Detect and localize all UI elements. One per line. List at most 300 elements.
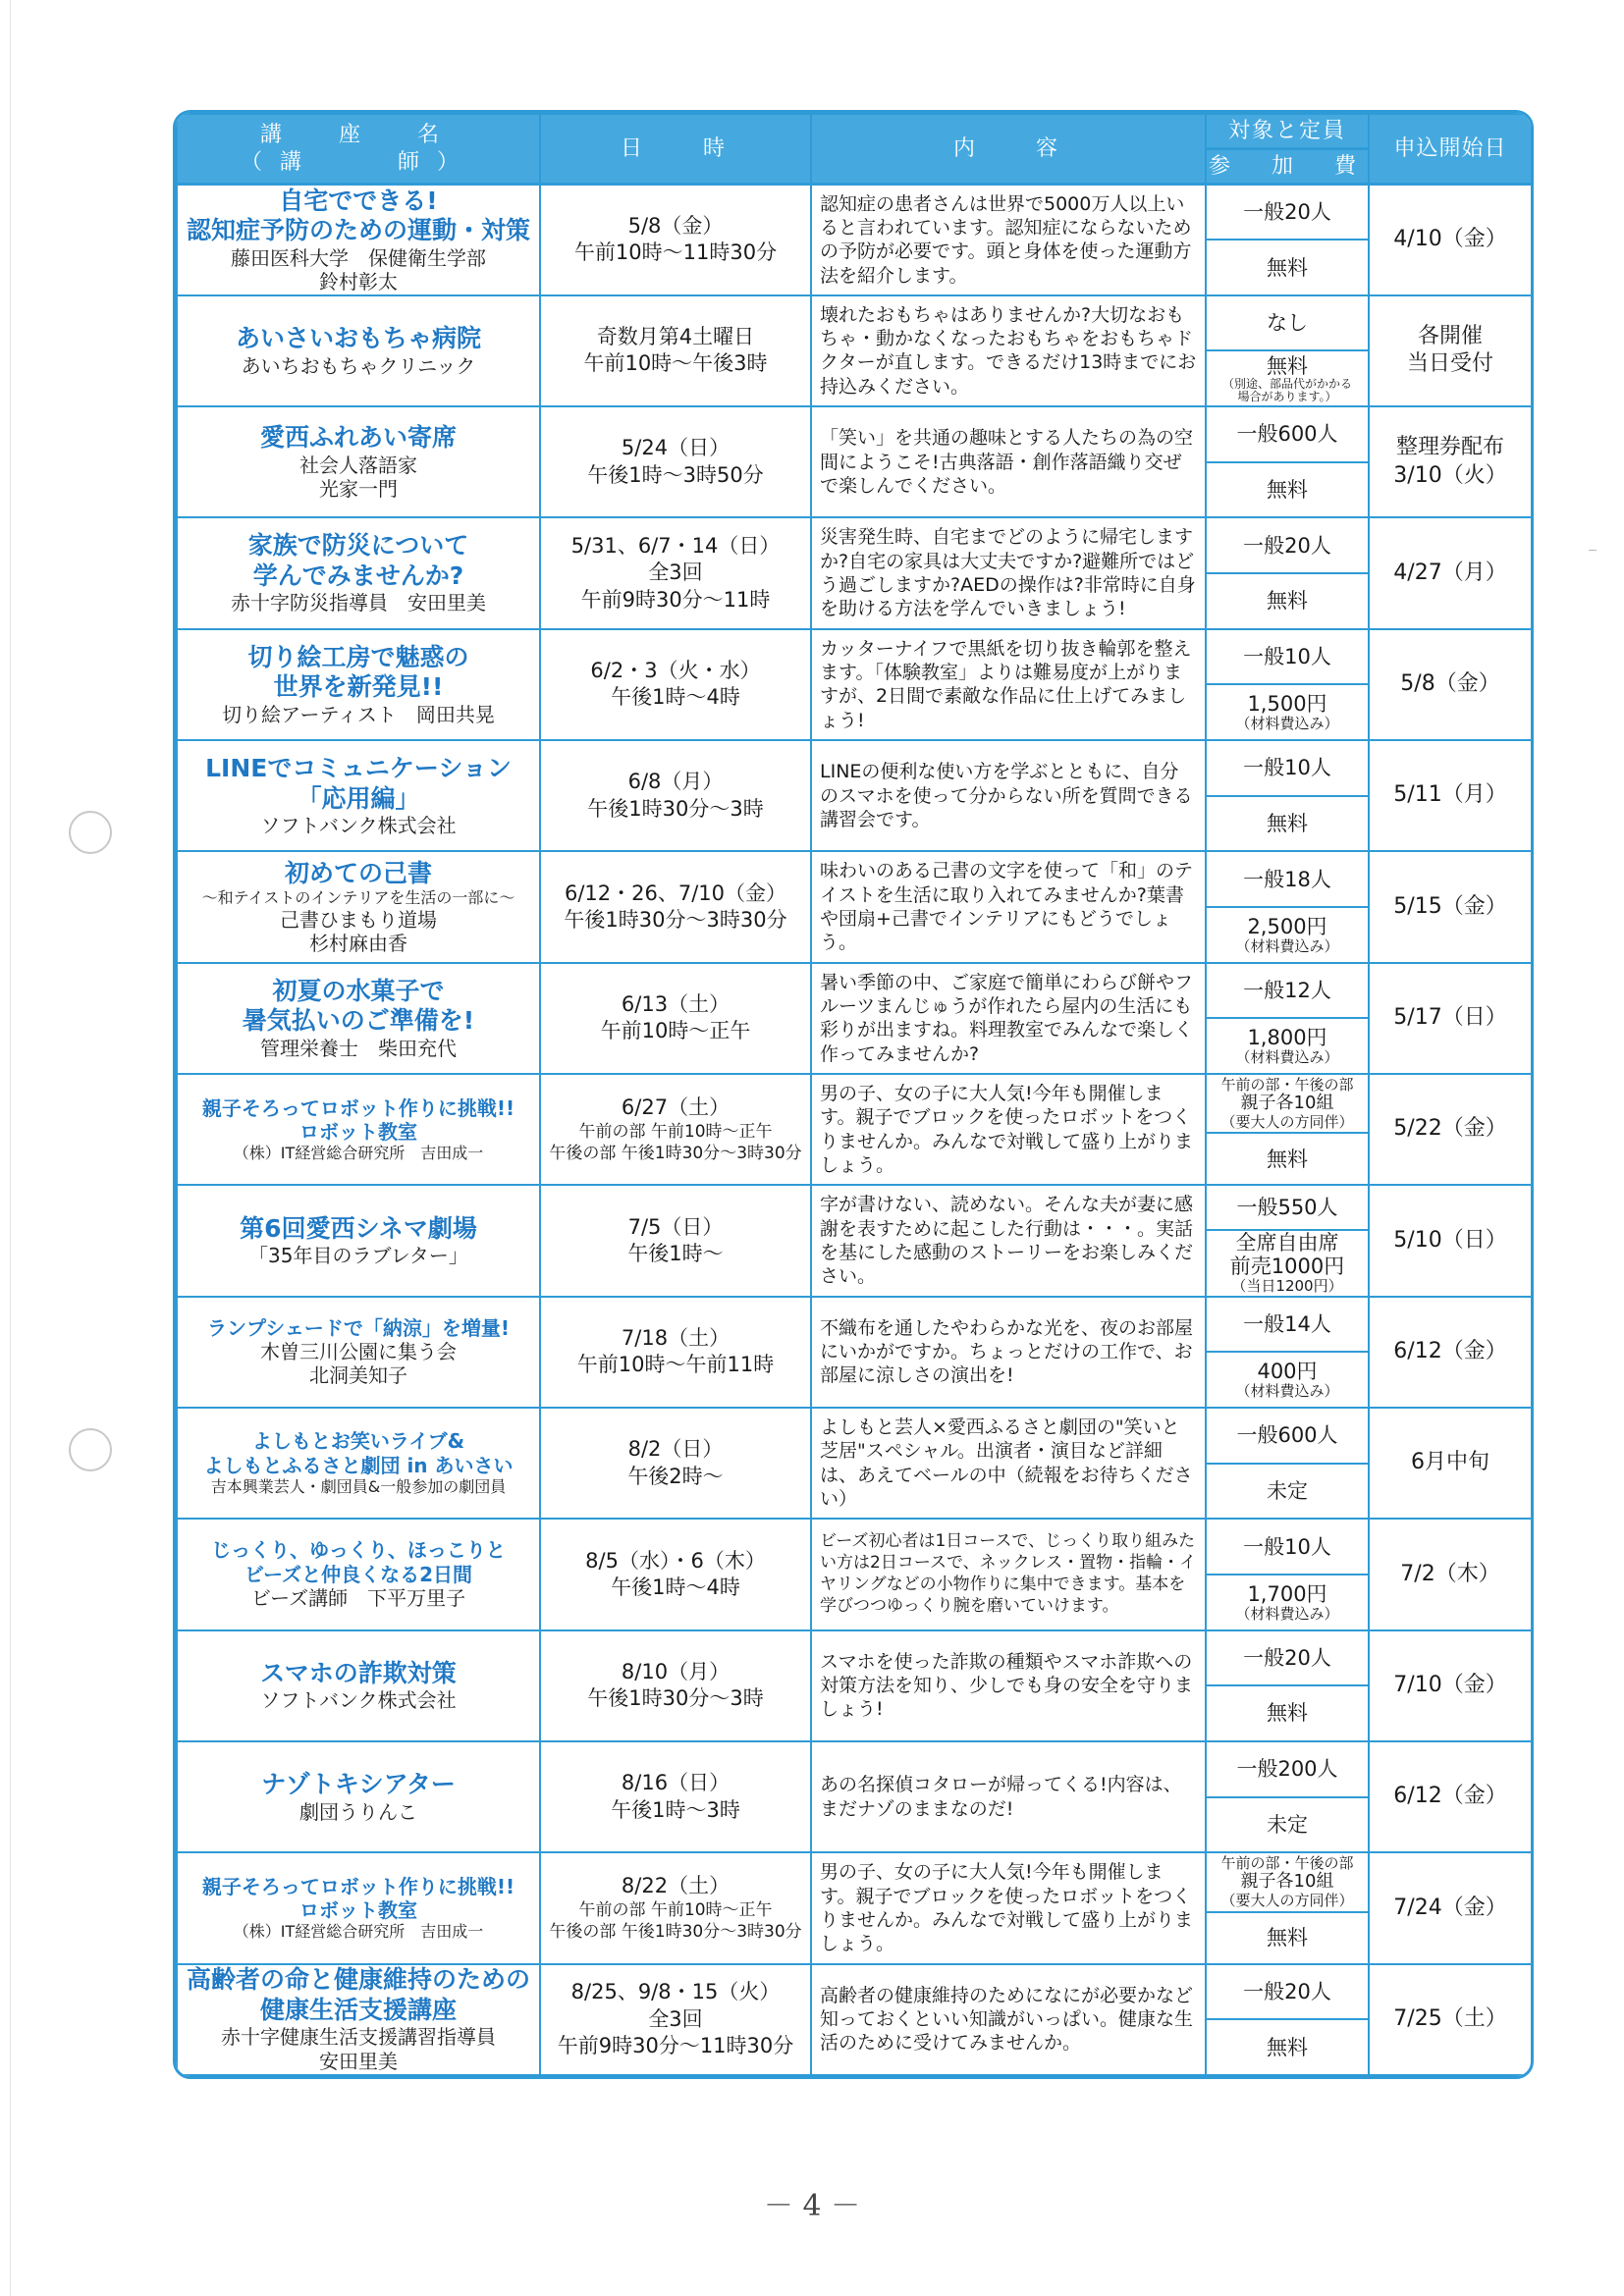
course-capacity-cell — [1206, 517, 1369, 628]
capacity — [1207, 1409, 1368, 1465]
apply-start-cell — [1369, 1074, 1532, 1185]
course-date: 6/8（月） — [627, 770, 724, 794]
course-instructor: （株）IT経営総合研究所 吉田成一 — [233, 1144, 484, 1163]
capacity-fee-split — [1207, 1742, 1368, 1851]
capacity — [1207, 407, 1368, 463]
page-edge-line — [10, 0, 11, 2296]
course-capacity-cell — [1206, 1630, 1369, 1741]
course-title: 親子そろってロボット作りに挑戦!! — [201, 1874, 515, 1898]
course-date: 全3回 — [648, 561, 703, 585]
course-name-cell — [177, 740, 540, 851]
header-content: 内 容 — [811, 114, 1206, 185]
course-capacity-cell — [1206, 295, 1369, 406]
course-description: カッターナイフで黒紙を切り抜き輪郭を整えます。「体験教室」よりは難易度が上がりますが、2日間で素敵な作品に仕上げてみましょう! — [811, 629, 1206, 740]
course-date-cell — [540, 1185, 811, 1296]
capacity — [1207, 852, 1368, 908]
course-date-cell — [540, 963, 811, 1074]
page-number: － 4 － — [763, 2189, 861, 2223]
course-row — [177, 1185, 1532, 1296]
course-instructor: 管理栄養士 柴田充代 — [260, 1036, 457, 1060]
course-capacity-cell — [1206, 740, 1369, 851]
course-instructor: 劇団うりんこ — [299, 1799, 417, 1824]
course-instructor: 己書ひまもり道場 — [280, 907, 437, 932]
fee-note: （別途、部品代がかかる — [1221, 376, 1352, 391]
course-row — [177, 629, 1532, 740]
header-apply-start: 申込開始日 — [1369, 114, 1532, 185]
fee-note: （当日1200円） — [1231, 1277, 1343, 1296]
course-date: 午後の部 午後1時30分～3時30分 — [549, 1144, 802, 1164]
capacity-fee-split — [1207, 1520, 1368, 1629]
course-title: 暑気払いのご準備を! — [242, 1006, 475, 1036]
course-capacity-cell — [1206, 1297, 1369, 1408]
fee-note: （材料費込み） — [1235, 1048, 1339, 1067]
course-title: ロボット教室 — [299, 1119, 417, 1144]
course-row — [177, 1519, 1532, 1629]
apply-start-cell — [1369, 1185, 1532, 1296]
fee-note: （材料費込み） — [1235, 936, 1339, 955]
course-capacity-cell — [1206, 963, 1369, 1074]
fee — [1207, 797, 1368, 851]
capacity-line: （要大人の方同伴） — [1220, 1112, 1354, 1131]
fee — [1207, 463, 1368, 517]
course-date: 6/2・3（火・水） — [590, 659, 761, 683]
course-date-cell — [540, 185, 811, 295]
capacity-fee-split — [1207, 1298, 1368, 1407]
punch-hole — [69, 811, 112, 854]
capacity — [1207, 964, 1368, 1020]
capacity-line: 午前の部・午後の部 — [1220, 1075, 1354, 1094]
capacity-line: 一般600人 — [1236, 422, 1338, 447]
course-row — [177, 963, 1532, 1074]
course-date: 8/25、9/8・15（火） — [570, 1980, 781, 2004]
capacity-line: 一般20人 — [1243, 200, 1331, 225]
capacity — [1207, 296, 1368, 352]
course-date: 午前9時30分～11時30分 — [557, 2033, 794, 2057]
apply-start-date: 3/10（火） — [1393, 462, 1507, 488]
course-date-cell — [540, 1074, 811, 1185]
fee-line: 無料 — [1267, 1701, 1308, 1726]
header-target-capacity: 対象と定員 — [1206, 114, 1369, 149]
course-title: 世界を新発見!! — [273, 672, 444, 702]
course-date: 午後1時30分～3時30分 — [564, 908, 787, 933]
capacity-line: 一般200人 — [1236, 1757, 1338, 1782]
capacity — [1207, 1965, 1368, 2021]
course-name-cell — [177, 517, 540, 628]
course-title: 自宅でできる! — [279, 186, 438, 215]
course-row — [177, 740, 1532, 851]
course-date: 8/10（月） — [621, 1659, 731, 1683]
course-date: 6/27（土） — [621, 1095, 731, 1119]
course-title: 健康生活支援講座 — [259, 1995, 457, 2024]
course-description: あの名探偵コタローが帰ってくる!内容は、まだナゾのままなのだ! — [811, 1741, 1206, 1852]
fee — [1207, 574, 1368, 628]
course-title: ロボット教室 — [299, 1898, 417, 1923]
course-table-frame — [173, 110, 1534, 2079]
course-instructor: 鈴村彰太 — [319, 269, 398, 294]
course-description: スマホを使った詐欺の種類やスマホ詐欺への対策方法を知り、少しでも身の安全を守りましょう! — [811, 1630, 1206, 1741]
course-instructor: 赤十字健康生活支援講習指導員 — [221, 2025, 496, 2050]
capacity-line: （要大人の方同伴） — [1220, 1891, 1354, 1909]
course-description: 男の子、女の子に大人気!今年も開催します。親子でブロックを使ったロボットをつくりませんか。みんなで対戦して盛り上がりましょう。 — [811, 1074, 1206, 1185]
margin-mark — [1589, 550, 1597, 551]
course-title: 家族で防災について — [247, 531, 469, 561]
apply-start-cell — [1369, 740, 1532, 851]
course-title: 学んでみませんか? — [252, 561, 464, 590]
capacity-line: 一般10人 — [1243, 645, 1331, 668]
course-row — [177, 1297, 1532, 1408]
apply-start-date: 5/15（金） — [1393, 893, 1507, 919]
fee-line: 無料 — [1267, 589, 1308, 614]
course-date-cell — [540, 406, 811, 517]
fee-line: 未定 — [1267, 1478, 1308, 1503]
course-date-cell — [540, 629, 811, 740]
course-date-cell — [540, 295, 811, 406]
course-title: じっくり、ゆっくり、ほっこりと — [211, 1538, 506, 1563]
fee-note: （材料費込み） — [1235, 715, 1339, 733]
apply-start-date: 当日受付 — [1406, 351, 1493, 377]
course-description: 男の子、女の子に大人気!今年も開催します。親子でブロックを使ったロボットをつくりませんか。みんなで対戦して盛り上がりましょう。 — [811, 1852, 1206, 1963]
fee-line: 無料 — [1267, 811, 1308, 835]
capacity-line: 一般20人 — [1243, 1645, 1331, 1670]
course-instructor: ソフトバンク株式会社 — [260, 1688, 457, 1713]
course-name-cell — [177, 963, 540, 1074]
course-date: 午後1時～3時50分 — [587, 462, 764, 487]
course-name-cell — [177, 1852, 540, 1963]
course-date: 午後1時30分～3時 — [587, 796, 764, 821]
course-name-cell — [177, 1074, 540, 1185]
apply-start-date: 4/10（金） — [1393, 227, 1507, 252]
course-instructor: 木曽三川公園に集う会 — [260, 1340, 457, 1364]
capacity — [1207, 186, 1368, 240]
course-instructor: 杉村麻由香 — [309, 932, 407, 956]
course-name-cell — [177, 1741, 540, 1852]
fee-line: 無料 — [1267, 2035, 1308, 2059]
course-name-cell — [177, 185, 540, 295]
apply-start-cell — [1369, 851, 1532, 962]
fee-line: 1,500円 — [1247, 692, 1327, 717]
course-date: 午前の部 午前10時～正午 — [578, 1122, 773, 1143]
course-capacity-cell — [1206, 1519, 1369, 1629]
course-title: 高齢者の命と健康維持のための — [186, 1965, 530, 1995]
fee — [1207, 908, 1368, 962]
apply-start-date: 6月中旬 — [1411, 1450, 1489, 1475]
course-date: 6/12・26、7/10（金） — [564, 881, 787, 905]
course-name-cell — [177, 406, 540, 517]
capacity-fee-split — [1207, 852, 1368, 961]
apply-start-date: 整理券配布 — [1395, 435, 1504, 460]
course-capacity-cell — [1206, 851, 1369, 962]
apply-start-cell — [1369, 963, 1532, 1074]
course-date-cell — [540, 851, 811, 962]
capacity-line: 午前の部・午後の部 — [1220, 1853, 1354, 1872]
capacity-line: 一般12人 — [1243, 978, 1331, 1002]
course-row — [177, 1852, 1532, 1963]
course-date: 午前10時～11時30分 — [573, 240, 778, 265]
course-description: 不織布を通したやわらかな光を、夜のお部屋にいかがですか。ちょっとだけの工作で、お部屋に涼しさの演出を! — [811, 1297, 1206, 1408]
course-row — [177, 1741, 1532, 1852]
course-capacity-cell — [1206, 1964, 1369, 2076]
course-row — [177, 851, 1532, 962]
capacity-fee-split — [1207, 630, 1368, 739]
course-title: ナゾトキシアター — [261, 1770, 456, 1799]
course-title: よしもとお笑いライブ& — [251, 1429, 465, 1454]
course-row — [177, 1408, 1532, 1519]
course-instructor: 社会人落語家 — [299, 453, 417, 477]
fee-note: 場合があります。） — [1237, 389, 1337, 403]
apply-start-cell — [1369, 1852, 1532, 1963]
course-date: 7/5（日） — [627, 1214, 724, 1239]
apply-start-date: 5/17（日） — [1393, 1005, 1507, 1031]
capacity-fee-split — [1207, 1186, 1368, 1295]
course-date: 午前9時30分～11時 — [580, 587, 771, 612]
fee — [1207, 1353, 1368, 1407]
fee-line: 無料 — [1267, 478, 1308, 503]
course-instructor: 安田里美 — [319, 2049, 398, 2073]
course-title: よしもとふるさと劇団 in あいさい — [203, 1453, 514, 1477]
course-title: 初めての己書 — [284, 858, 432, 887]
capacity-fee-split — [1207, 1853, 1368, 1962]
capacity-fee-split — [1207, 518, 1368, 627]
course-date: 奇数月第4土曜日 — [596, 325, 755, 349]
fee-line: 1,700円 — [1247, 1581, 1327, 1606]
fee — [1207, 351, 1368, 405]
course-instructor: ビーズ講師 下平万里子 — [250, 1586, 466, 1611]
course-instructor: 光家一門 — [319, 477, 398, 502]
course-title: 愛西ふれあい寄席 — [259, 423, 457, 453]
fee — [1207, 1465, 1368, 1519]
course-description: ビーズ初心者は1日コースで、じっくり取り組みたい方は2日コースで、ネックレス・置物・指輪・イヤリングなどの小物作りに集中できます。基本を学びつつゆっくり腕を磨いていけます。 — [811, 1519, 1206, 1629]
course-date: 5/24（日） — [621, 436, 731, 460]
capacity-fee-split — [1207, 1409, 1368, 1518]
course-date-cell — [540, 1964, 811, 2076]
fee-line: 無料 — [1267, 1926, 1308, 1949]
capacity-fee-split — [1207, 1965, 1368, 2075]
apply-start-date: 5/8（金） — [1400, 671, 1500, 697]
course-description: 字が書けない、読めない。そんな夫が妻に感謝を表すために起こした行動は・・・。実話を基にした感動のストーリーをお楽しみください。 — [811, 1185, 1206, 1296]
course-title: LINEでコミュニケーション — [205, 754, 512, 783]
course-date-cell — [540, 1519, 811, 1629]
course-date-cell — [540, 1630, 811, 1741]
course-description: LINEの便利な使い方を学ぶとともに、自分のスマホを使って分からない所を質問できる講習会です。 — [811, 740, 1206, 851]
fee — [1207, 1686, 1368, 1740]
course-name-cell — [177, 629, 540, 740]
course-date: 午前10時～正午 — [600, 1019, 751, 1043]
course-date: 午後1時～4時 — [611, 1575, 740, 1599]
fee — [1207, 1798, 1368, 1852]
course-date: 8/16（日） — [621, 1771, 731, 1795]
course-instructor: 吉本興業芸人・劇団員&一般参加の劇団員 — [210, 1477, 507, 1497]
course-date: 午後2時～ — [627, 1464, 724, 1488]
apply-start-cell — [1369, 517, 1532, 628]
course-date: 午後1時～3時 — [611, 1797, 740, 1822]
capacity — [1207, 1298, 1368, 1354]
capacity — [1207, 1631, 1368, 1687]
capacity-line: 一般14人 — [1243, 1311, 1331, 1336]
course-description: 壊れたおもちゃはありませんか?大切なおもちゃ・動かなくなったおもちゃをおもちゃドクターが直します。できるだけ13時までにお持込みください。 — [811, 295, 1206, 406]
fee-line: 無料 — [1267, 255, 1308, 280]
course-row — [177, 406, 1532, 517]
fee-line: 未定 — [1267, 1812, 1308, 1837]
course-name-cell — [177, 295, 540, 406]
apply-start-cell — [1369, 629, 1532, 740]
capacity-fee-split — [1207, 964, 1368, 1073]
fee — [1207, 1913, 1368, 1963]
capacity-line: 一般20人 — [1243, 1979, 1331, 2003]
course-date: 8/5（水）・6（木） — [585, 1548, 766, 1573]
fee-line: 2,500円 — [1247, 914, 1327, 938]
course-date: 7/18（土） — [621, 1325, 731, 1350]
capacity — [1207, 1742, 1368, 1798]
course-name-cell — [177, 1408, 540, 1519]
course-date-cell — [540, 1408, 811, 1519]
capacity-line: 一般10人 — [1243, 1534, 1331, 1559]
course-row — [177, 185, 1532, 295]
course-capacity-cell — [1206, 1185, 1369, 1296]
course-title: 認知症予防のための運動・対策 — [186, 216, 530, 245]
capacity-line: 親子各10組 — [1240, 1092, 1334, 1113]
capacity-fee-split — [1207, 296, 1368, 405]
course-title: 親子そろってロボット作りに挑戦!! — [201, 1095, 515, 1120]
capacity-line: 一般10人 — [1243, 756, 1331, 780]
course-description: 「笑い」を共通の趣味とする人たちの為の空間にようこそ!古典落語・創作落語織り交ぜで楽しんでください。 — [811, 406, 1206, 517]
apply-start-date: 4/27（月） — [1393, 560, 1507, 585]
fee — [1207, 685, 1368, 739]
apply-start-date: 5/10（日） — [1393, 1227, 1507, 1253]
apply-start-date: 各開催 — [1417, 323, 1483, 348]
capacity-line: 一般550人 — [1236, 1196, 1338, 1220]
capacity-line: 一般20人 — [1243, 533, 1331, 558]
capacity-fee-split — [1207, 407, 1368, 516]
course-capacity-cell — [1206, 1852, 1369, 1963]
capacity — [1207, 1520, 1368, 1575]
capacity — [1207, 1853, 1368, 1912]
course-date: 6/13（土） — [621, 992, 731, 1017]
course-date: 5/31、6/7・14（日） — [570, 534, 781, 559]
course-date: 全3回 — [648, 2006, 703, 2031]
fee-line: 前売1000円 — [1229, 1255, 1345, 1279]
course-title: ランプシェードで「納涼」を増量! — [207, 1315, 510, 1340]
course-title: 切り絵工房で魅惑の — [247, 642, 469, 671]
course-description: 認知症の患者さんは世界で5000万人以上いると言われています。認知症にならないための予防が必要です。頭と身体を使った運動方法を紹介します。 — [811, 185, 1206, 295]
fee-note: （材料費込み） — [1235, 1604, 1339, 1623]
course-title: 初夏の水菓子で — [272, 976, 445, 1005]
capacity-line: なし — [1267, 311, 1308, 336]
apply-start-date: 5/11（月） — [1393, 782, 1507, 808]
course-instructor: あいちおもちゃクリニック — [241, 353, 476, 378]
fee — [1207, 1134, 1368, 1184]
fee-line: 全席自由席 — [1235, 1231, 1339, 1255]
header-course-name — [177, 114, 540, 185]
fee — [1207, 240, 1368, 294]
course-capacity-cell — [1206, 1408, 1369, 1519]
course-date: 8/22（土） — [621, 1874, 731, 1898]
capacity — [1207, 1186, 1368, 1231]
course-capacity-cell — [1206, 1074, 1369, 1185]
course-date: 午後1時～ — [627, 1241, 724, 1265]
header-instructor-label: （講 師） — [240, 149, 476, 175]
course-row — [177, 1630, 1532, 1741]
course-row — [177, 1074, 1532, 1185]
capacity — [1207, 630, 1368, 686]
punch-hole — [69, 1428, 112, 1471]
course-row — [177, 517, 1532, 628]
course-title: 第6回愛西シネマ劇場 — [240, 1213, 477, 1243]
header-fee: 参 加 費 — [1206, 149, 1369, 185]
course-date: 5/8（金） — [627, 214, 724, 239]
fee — [1207, 1019, 1368, 1073]
course-instructor: 北洞美知子 — [309, 1363, 407, 1388]
course-capacity-cell — [1206, 406, 1369, 517]
course-name-cell — [177, 851, 540, 962]
capacity-line: 一般600人 — [1236, 1423, 1338, 1448]
course-date: 午前10時～午前11時 — [576, 1353, 775, 1377]
course-description: 災害発生時、自宅までどのように帰宅しますか?自宅の家具は大丈夫ですか?避難所ではどう過ごしますか?AEDの操作は?非常時に自身を助ける方法を学んでいきましょう! — [811, 517, 1206, 628]
capacity-fee-split — [1207, 186, 1368, 294]
course-instructor: 切り絵アーティスト 岡田共晃 — [222, 702, 495, 726]
fee — [1207, 1575, 1368, 1629]
course-date: 午前の部 午前10時～正午 — [578, 1900, 773, 1921]
fee-line: 1,800円 — [1247, 1025, 1327, 1049]
course-date: 8/2（日） — [627, 1437, 724, 1462]
course-instructor: 赤十字防災指導員 安田里美 — [231, 591, 486, 615]
course-name-cell — [177, 1630, 540, 1741]
capacity-fee-split — [1207, 741, 1368, 850]
course-instructor: 「35年目のラブレター」 — [248, 1244, 468, 1268]
course-description: 高齢者の健康維持のためになにが必要かなど知っておくといい知識がいっぱい。健康な生活のために受けてみませんか。 — [811, 1964, 1206, 2076]
apply-start-date: 5/22（金） — [1393, 1116, 1507, 1142]
capacity — [1207, 1075, 1368, 1134]
apply-start-date: 6/12（金） — [1393, 1784, 1507, 1809]
fee-note: （材料費込み） — [1235, 1382, 1339, 1401]
fee-line: 400円 — [1257, 1359, 1318, 1383]
header-datetime: 日 時 — [540, 114, 811, 185]
course-row — [177, 1964, 1532, 2076]
course-title: ビーズと仲良くなる2日間 — [244, 1562, 473, 1586]
apply-start-date: 7/25（土） — [1393, 2005, 1507, 2031]
apply-start-cell — [1369, 406, 1532, 517]
course-date: 午後の部 午後1時30分～3時30分 — [549, 1922, 802, 1943]
course-instructor: （株）IT経営総合研究所 吉田成一 — [233, 1922, 484, 1942]
course-title: あいさいおもちゃ病院 — [235, 324, 481, 353]
course-description: よしもと芸人×愛西ふるさと劇団の"笑いと芝居"スペシャル。出演者・演目など詳細は、あえてベールの中（続報をお待ちください） — [811, 1408, 1206, 1519]
apply-start-date: 6/12（金） — [1393, 1338, 1507, 1363]
apply-start-cell — [1369, 1519, 1532, 1629]
apply-start-cell — [1369, 1741, 1532, 1852]
course-title: スマホの詐欺対策 — [260, 1658, 457, 1687]
apply-start-date: 7/10（金） — [1393, 1672, 1507, 1697]
capacity-line: 親子各10組 — [1240, 1871, 1334, 1893]
course-table — [176, 113, 1533, 2076]
course-capacity-cell — [1206, 1741, 1369, 1852]
capacity — [1207, 741, 1368, 797]
course-subtitle: ～和テイストのインテリアを生活の一部に～ — [201, 888, 515, 908]
apply-start-cell — [1369, 185, 1532, 295]
fee-line: 無料 — [1267, 1147, 1308, 1171]
fee — [1207, 1231, 1368, 1296]
course-date-cell — [540, 1297, 811, 1408]
capacity-fee-split — [1207, 1631, 1368, 1740]
course-description: 味わいのある己書の文字を使って「和」のテイストを生活に取り入れてみませんか?葉書や団扇+己書でインテリアにもどうでしょう。 — [811, 851, 1206, 962]
course-date-cell — [540, 1741, 811, 1852]
course-date-cell — [540, 517, 811, 628]
apply-start-cell — [1369, 1964, 1532, 2076]
course-date-cell — [540, 740, 811, 851]
apply-start-cell — [1369, 1630, 1532, 1741]
fee-line: 無料 — [1267, 353, 1308, 378]
capacity — [1207, 518, 1368, 574]
course-date-cell — [540, 1852, 811, 1963]
course-capacity-cell — [1206, 185, 1369, 295]
